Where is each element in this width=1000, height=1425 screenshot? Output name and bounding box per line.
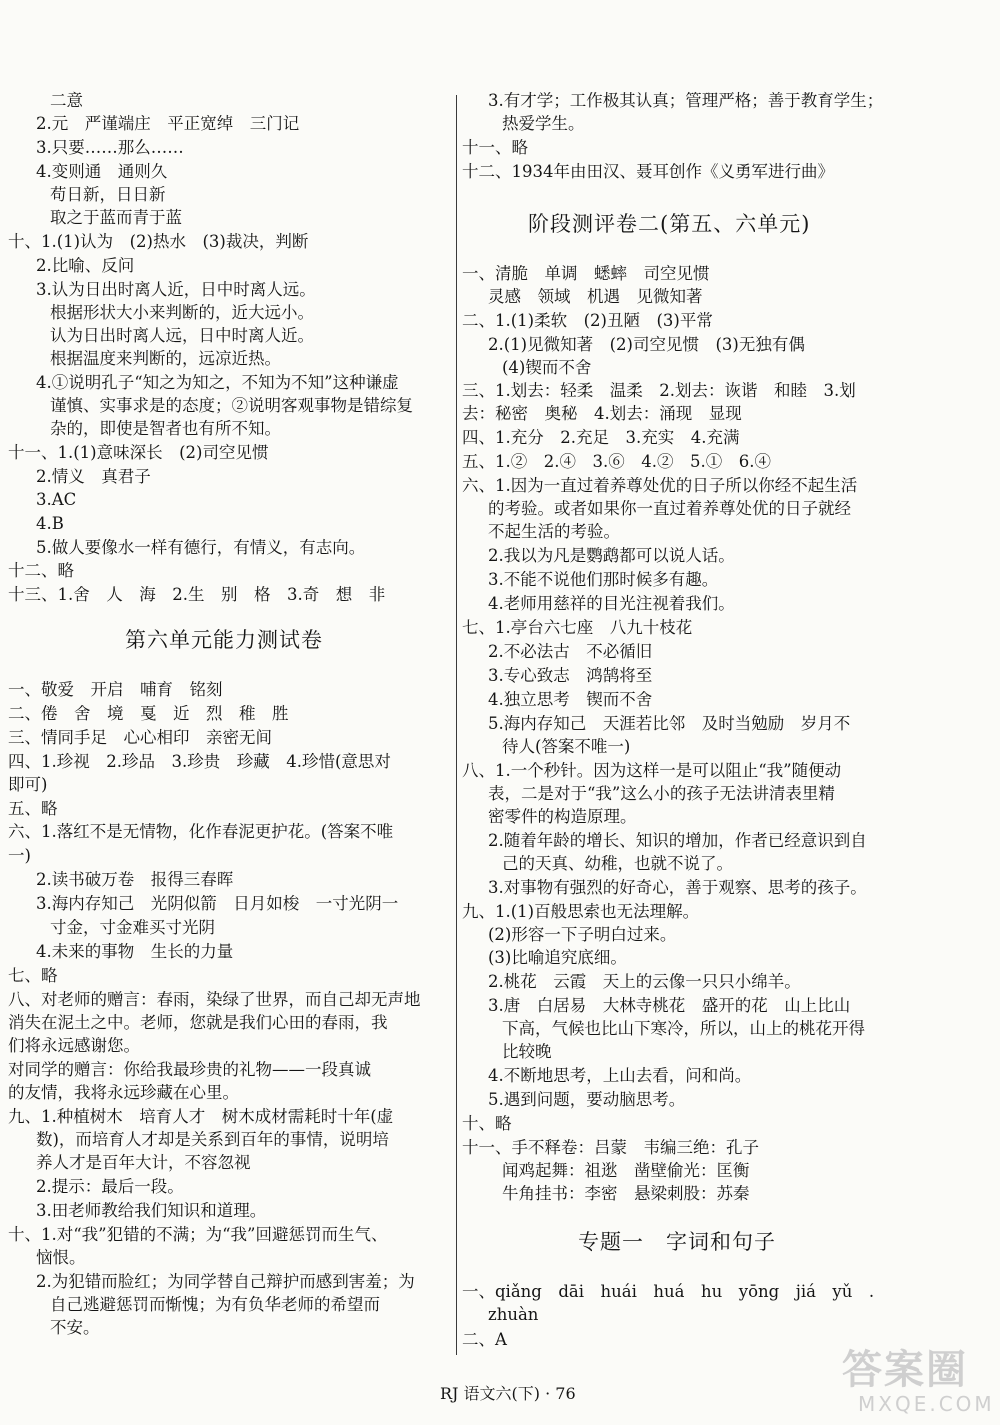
answer-line: 2.读书破万卷 报得三春晖 <box>36 870 234 889</box>
answer-line: 2.提示：最后一段。 <box>36 1177 184 1196</box>
answer-line: 六、1.落红不是无情物，化作春泥更护花。(答案不唯 <box>8 822 394 841</box>
answer-line: 一) <box>8 846 31 865</box>
watermark-bottom: MXQE.COM <box>858 1392 995 1416</box>
answer-line: 4.①说明孔子“知之为知之，不知为不知”这种谦虚 <box>36 373 399 392</box>
answer-line: 2.我以为凡是鹦鹉都可以说人话。 <box>488 546 735 565</box>
answer-line: 5.遇到问题，要动脑思考。 <box>488 1090 686 1109</box>
answer-line: 七、略 <box>8 966 58 985</box>
answer-line: 十二、略 <box>8 561 74 580</box>
answer-line: 消失在泥土之中。老师，您就是我们心田的春雨，我 <box>8 1013 388 1032</box>
answer-line: 十一、1.(1)意味深长 (2)司空见惯 <box>8 443 269 462</box>
answer-line: 2.元 严谨端庄 平正宽绰 三门记 <box>36 114 300 133</box>
answer-line: 二意 <box>50 91 83 110</box>
column-divider <box>456 95 457 1355</box>
answer-line: 牛角挂书：李密 悬梁刺股：苏秦 <box>502 1184 750 1203</box>
answer-line: 灵感 领域 机遇 见微知著 <box>488 287 703 306</box>
answer-line: (4)锲而不舍 <box>502 358 592 377</box>
answer-line: 恼恨。 <box>36 1248 86 1267</box>
answer-line: 寸金，寸金难买寸光阴 <box>50 918 215 937</box>
answer-line: 二、A <box>462 1330 507 1349</box>
answer-line: 不起生活的考验。 <box>488 522 620 541</box>
answer-line: 5.做人要像水一样有德行，有情义，有志向。 <box>36 538 366 557</box>
answer-line: 4.不断地思考，上山去看，问和尚。 <box>488 1066 752 1085</box>
answer-line: 5.海内存知己 天涯若比邻 及时当勉励 岁月不 <box>488 714 851 733</box>
answer-line: 十、1.对“我”犯错的不满；为“我”回避惩罚而生气、 <box>8 1225 388 1244</box>
answer-line: 十三、1.舍 人 海 2.生 别 格 3.奇 想 非 <box>8 585 386 604</box>
answer-line: 取之于蓝而青于蓝 <box>50 208 182 227</box>
answer-line: 2.为犯错而脸红；为同学替自己辩护而感到害羞；为 <box>36 1272 415 1291</box>
answer-line: 十、略 <box>462 1114 512 1133</box>
answer-line: 八、对老师的赠言：春雨，染绿了世界，而自己却无声地 <box>8 990 421 1009</box>
answer-line: 三、1.划去：轻柔 温柔 2.划去：诙谐 和睦 3.划 <box>462 381 856 400</box>
answer-line: 十一、手不释卷：吕蒙 韦编三绝：孔子 <box>462 1138 759 1157</box>
answer-line: 十、1.(1)认为 (2)热水 (3)裁决，判断 <box>8 232 309 251</box>
answer-line: 3.海内存知己 光阴似箭 日月如梭 一寸光阴一 <box>36 894 399 913</box>
answer-line: (3)比喻追究底细。 <box>488 948 627 967</box>
answer-line: 2.比喻、反问 <box>36 256 135 275</box>
answer-line: 根据温度来判断的，远凉近热。 <box>50 349 281 368</box>
answer-line: 即可) <box>8 775 48 794</box>
answer-line: 五、略 <box>8 799 58 818</box>
answer-line: 3.不能不说他们那时候多有趣。 <box>488 570 719 589</box>
answer-line: 去：秘密 奥秘 4.划去：涌现 显现 <box>462 404 742 423</box>
answer-line: 的友情，我将永远珍藏在心里。 <box>8 1083 239 1102</box>
answer-line: 3.认为日出时离人近，日中时离人远。 <box>36 280 316 299</box>
answer-line: 热爱学生。 <box>502 114 585 133</box>
answer-line: 表，二是对于“我”这么小的孩子无法讲清表里精 <box>488 784 835 803</box>
answer-line: 2.(1)见微知著 (2)司空见惯 (3)无独有偶 <box>488 335 805 354</box>
answer-line: 3.AC <box>36 490 77 509</box>
answer-line: 一、清脆 单调 蟋蟀 司空见惯 <box>462 264 710 283</box>
answer-line: 对同学的赠言：你给我最珍贵的礼物——一段真诚 <box>8 1060 371 1079</box>
section-title-unit6: 第六单元能力测试卷 <box>125 628 323 652</box>
answer-line: 3.唐 白居易 大林寺桃花 盛开的花 山上比山 <box>488 996 851 1015</box>
answer-line: 待人(答案不唯一) <box>502 737 631 756</box>
answer-line: 比较晚 <box>502 1042 552 1061</box>
answer-line: 九、1.(1)百般思索也无法理解。 <box>462 902 700 921</box>
answer-line: 4.独立思考 锲而不舍 <box>488 690 653 709</box>
answer-line: 3.专心致志 鸿鹄将至 <box>488 666 653 685</box>
answer-line: 二、倦 舍 境 戛 近 烈 稚 胜 <box>8 704 289 723</box>
answer-line: 三、情同手足 心心相印 亲密无间 <box>8 728 272 747</box>
answer-line: 二、1.(1)柔软 (2)丑陋 (3)平常 <box>462 311 713 330</box>
answer-line: 3.只要……那么…… <box>36 138 184 157</box>
answer-line: 一、qiǎng dāi huái huá hu yōng jiá yǔ . <box>462 1282 875 1301</box>
answer-line: 十一、略 <box>462 138 528 157</box>
watermark-logo <box>840 1338 995 1418</box>
section-title-topic1: 专题一 字词和句子 <box>578 1230 776 1254</box>
answer-line: 五、1.② 2.④ 3.⑥ 4.② 5.① 6.④ <box>462 452 771 471</box>
page-footer: RJ 语文六(下) · 76 <box>440 1384 576 1403</box>
answer-line: 自己逃避惩罚而惭愧；为有负华老师的希望而 <box>50 1295 380 1314</box>
answer-line: 3.有才学；工作极其认真；管理严格；善于教育学生； <box>488 91 884 110</box>
answer-line: 们将永远感谢您。 <box>8 1036 140 1055</box>
answer-line: 4.变则通 通则久 <box>36 162 168 181</box>
answer-line: 2.情义 真君子 <box>36 467 151 486</box>
answer-line: 四、1.充分 2.充足 3.充实 4.充满 <box>462 428 740 447</box>
answer-line: 2.随着年龄的增长、知识的增加，作者已经意识到自 <box>488 831 867 850</box>
answer-line: 根据形状大小来判断的，近大远小。 <box>50 303 314 322</box>
answer-line: 六、1.因为一直过着养尊处优的日子所以你经不起生活 <box>462 476 858 495</box>
answer-line: 谨慎、实事求是的态度；②说明客观事物是错综复 <box>50 396 413 415</box>
answer-line: 十二、1934年由田汉、聂耳创作《义勇军进行曲》 <box>462 162 834 181</box>
answer-line: 4.老师用慈祥的目光注视着我们。 <box>488 594 735 613</box>
answer-line: 认为日出时离人远，日中时离人近。 <box>50 326 314 345</box>
answer-line: 2.桃花 云霞 天上的云像一只只小绵羊。 <box>488 972 801 991</box>
answer-line: 己的天真、幼稚，也就不说了。 <box>502 854 733 873</box>
answer-line: 数)，而培育人才却是关系到百年的事情，说明培 <box>36 1130 389 1149</box>
answer-line: (2)形容一下子明白过来。 <box>488 925 677 944</box>
answer-line: 一、敬爱 开启 哺育 铭刻 <box>8 680 223 699</box>
answer-line: 的考验。或者如果你一直过着养尊处优的日子就经 <box>488 499 851 518</box>
answer-line: 八、1.一个秒针。因为这样一是可以阻止“我”随便动 <box>462 761 842 780</box>
answer-line: 闻鸡起舞：祖逖 凿壁偷光：匡衡 <box>502 1161 750 1180</box>
watermark-top: 答案圈 <box>842 1347 968 1393</box>
section-title-stage-test: 阶段测评卷二(第五、六单元) <box>528 212 811 236</box>
answer-line: 3.田老师教给我们知识和道理。 <box>36 1201 267 1220</box>
answer-line: zhuàn <box>488 1305 539 1324</box>
answer-line: 密零件的构造原理。 <box>488 807 637 826</box>
answer-line: 苟日新，日日新 <box>50 185 166 204</box>
answer-line: 养人才是百年大计，不容忽视 <box>36 1153 251 1172</box>
answer-line: 杂的，即使是智者也有所不知。 <box>50 419 281 438</box>
answer-line: 4.未来的事物 生长的力量 <box>36 942 234 961</box>
answer-line: 七、1.亭台六七座 八九十枝花 <box>462 618 693 637</box>
answer-line: 3.对事物有强烈的好奇心，善于观察、思考的孩子。 <box>488 878 867 897</box>
answer-line: 下高，气候也比山下寒冷，所以，山上的桃花开得 <box>502 1019 865 1038</box>
answer-line: 不安。 <box>50 1318 100 1337</box>
answer-line: 九、1.种植树木 培育人才 树木成材需耗时十年(虚 <box>8 1107 394 1126</box>
answer-line: 4.B <box>36 514 64 533</box>
answer-line: 四、1.珍视 2.珍品 3.珍贵 珍藏 4.珍惜(意思对 <box>8 752 391 771</box>
answer-line: 2.不必法古 不必循旧 <box>488 642 653 661</box>
